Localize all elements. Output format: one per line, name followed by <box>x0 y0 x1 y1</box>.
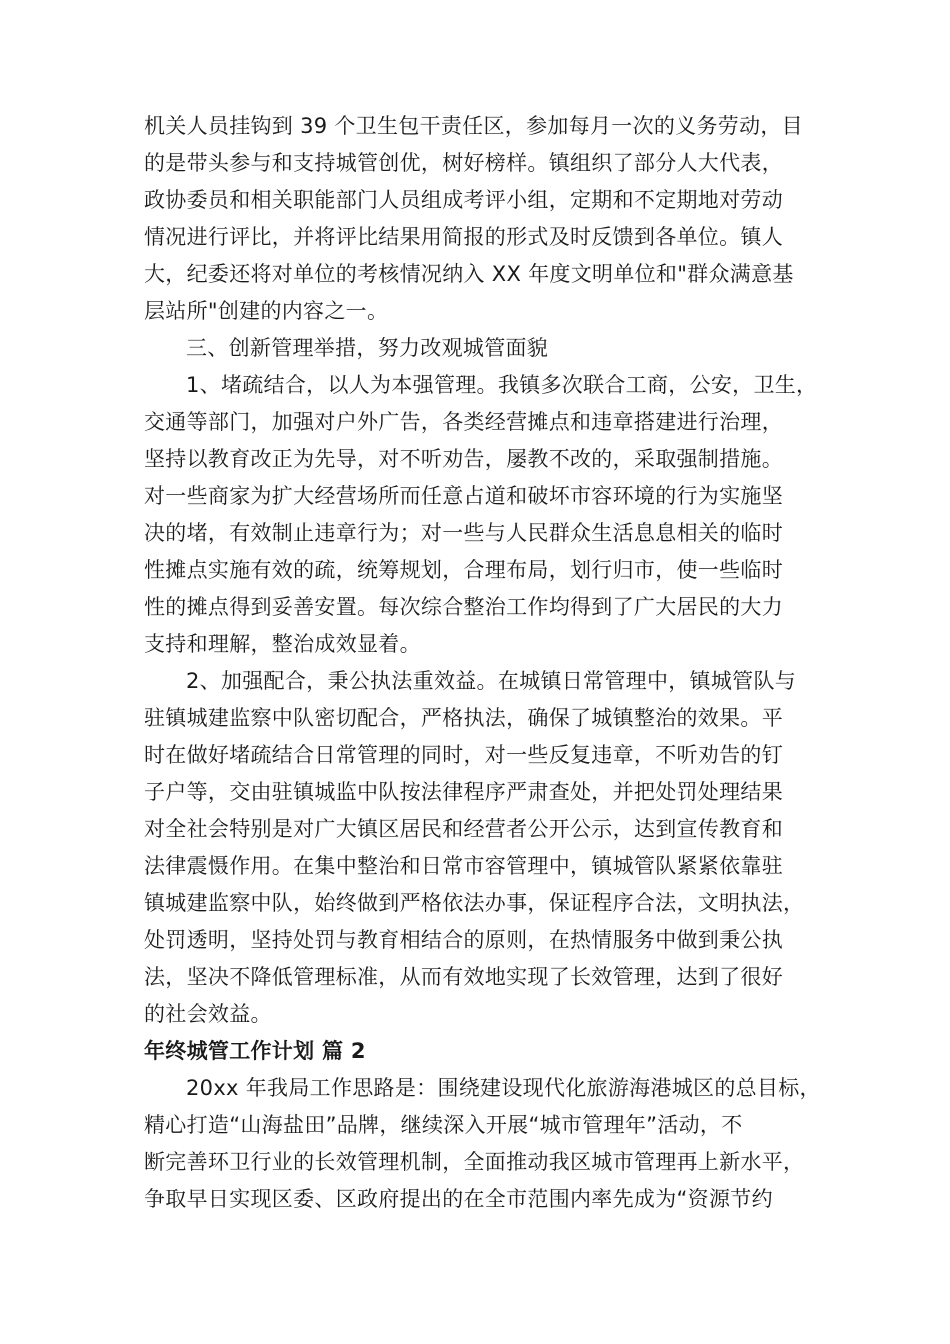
text-line: 对一些商家为扩大经营场所而任意占道和破坏市容环境的行为实施坚 <box>144 484 783 508</box>
text-line: 情况进行评比，并将评比结果用简报的形式及时反馈到各单位。镇人 <box>144 225 783 249</box>
text-line: 精心打造“山海盐田”品牌，继续深入开展“城市管理年”活动，不 <box>144 1113 743 1137</box>
text-line: 争取早日实现区委、区政府提出的在全市范围内率先成为“资源节约 <box>144 1187 773 1211</box>
section-heading: 年终城管工作计划 篇 2 <box>144 1039 366 1063</box>
text-line: 性摊点实施有效的疏，统筹规划，合理布局，划行归市，使一些临时 <box>144 558 783 582</box>
text-line: 大，纪委还将对单位的考核情况纳入 XX 年度文明单位和"群众满意基 <box>144 262 794 286</box>
text-line: 交通等部门，加强对户外广告，各类经营摊点和违章搭建进行治理， <box>144 410 783 434</box>
text-line: 法律震慑作用。在集中整治和日常市容管理中，镇城管队紧紧依靠驻 <box>144 854 783 878</box>
text-line: 镇城建监察中队，始终做到严格依法办事，保证程序合法，文明执法， <box>144 891 805 915</box>
text-line: 处罚透明，坚持处罚与教育相结合的原则，在热情服务中做到秉公执 <box>144 928 783 952</box>
text-line: 政协委员和相关职能部门人员组成考评小组，定期和不定期地对劳动 <box>144 188 783 212</box>
text-line: 20xx 年我局工作思路是：围绕建设现代化旅游海港城区的总目标， <box>186 1076 821 1100</box>
text-line: 2、加强配合，秉公执法重效益。在城镇日常管理中，镇城管队与 <box>186 669 797 693</box>
text-line: 驻镇城建监察中队密切配合，严格执法，确保了城镇整治的效果。平 <box>144 706 783 730</box>
text-line: 性的摊点得到妥善安置。每次综合整治工作均得到了广大居民的大力 <box>144 595 783 619</box>
text-line: 三、创新管理举措，努力改观城管面貌 <box>186 336 549 360</box>
text-line: 支持和理解，整治成效显着。 <box>144 632 421 656</box>
text-line: 时在做好堵疏结合日常管理的同时，对一些反复违章，不听劝告的钉 <box>144 743 783 767</box>
text-line: 断完善环卫行业的长效管理机制，全面推动我区城市管理再上新水平， <box>144 1150 805 1174</box>
text-line: 决的堵，有效制止违章行为；对一些与人民群众生活息息相关的临时 <box>144 521 783 545</box>
document-body <box>144 108 834 1218</box>
text-line: 坚持以教育改正为先导，对不听劝告，屡教不改的，采取强制措施。 <box>144 447 783 471</box>
text-line: 层站所"创建的内容之一。 <box>144 299 389 323</box>
text-line: 的社会效益。 <box>144 1002 272 1026</box>
text-line: 子户等，交由驻镇城监中队按法律程序严肃查处，并把处罚处理结果 <box>144 780 783 804</box>
text-line: 对全社会特别是对广大镇区居民和经营者公开公示，达到宣传教育和 <box>144 817 783 841</box>
text-line: 1、堵疏结合，以人为本强管理。我镇多次联合工商，公安，卫生， <box>186 373 818 397</box>
text-line: 的是带头参与和支持城管创优，树好榜样。镇组织了部分人大代表， <box>144 151 783 175</box>
text-line: 机关人员挂钩到 39 个卫生包干责任区，参加每月一次的义务劳动，目 <box>144 114 803 138</box>
text-line: 法，坚决不降低管理标准，从而有效地实现了长效管理，达到了很好 <box>144 965 783 989</box>
